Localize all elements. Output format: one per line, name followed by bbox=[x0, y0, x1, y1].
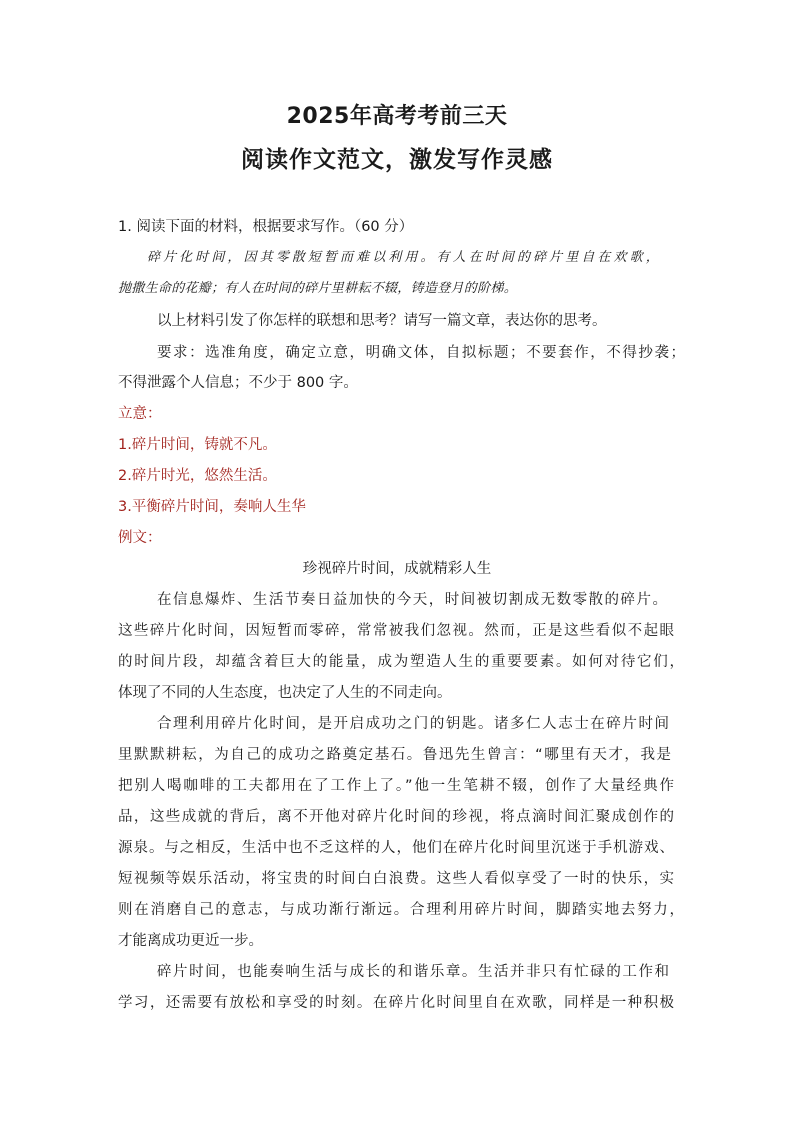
question-requirements: 不得泄露个人信息；不少于 800 字。 bbox=[118, 375, 358, 391]
essay-title: 珍视碎片时间，成就精彩人生 bbox=[302, 561, 492, 577]
document-subtitle: 阅读作文范文，激发写作灵感 bbox=[241, 147, 553, 173]
essay-line: 在信息爆炸、生活节奏日益加快的今天，时间被切割成无数零散的碎片。 bbox=[157, 592, 667, 608]
material-line: 碎片化时间，因其零散短暂而难以利用。有人在时间的碎片里自在欢歌， bbox=[147, 250, 659, 265]
question-prompt: 1. 阅读下面的材料，根据要求写作。（60 分） bbox=[118, 219, 414, 235]
essay-line: 里默默耕耘，为自己的成功之路奠定基石。鲁迅先生曾言：“哪里有天才，我是 bbox=[118, 747, 671, 763]
essay-line: 学习，还需要有放松和享受的时刻。在碎片化时间里自在欢歌，同样是一种积极 bbox=[118, 995, 674, 1011]
essay-line: 这些碎片化时间，因短暂而零碎，常常被我们忽视。然而，正是这些看似不起眼 bbox=[118, 623, 674, 639]
document-title: 2025年高考考前三天 bbox=[286, 104, 508, 129]
essay-line: 源泉。与之相反，生活中也不乏这样的人，他们在碎片化时间里沉迷于手机游戏、 bbox=[118, 840, 674, 856]
essay-line: 体现了不同的人生态度，也决定了人生的不同走向。 bbox=[118, 685, 452, 701]
essay-line: 才能离成功更近一步。 bbox=[118, 933, 263, 949]
idea-item: 1.碎片时间，铸就不凡。 bbox=[118, 437, 277, 453]
ideas-heading: 立意： bbox=[118, 406, 162, 422]
essay-line: 品，这些成就的背后，离不开他对碎片化时间的珍视，将点滴时间汇聚成创作的 bbox=[118, 809, 674, 825]
idea-item: 2.碎片时光，悠然生活。 bbox=[118, 468, 277, 484]
question-instruction: 以上材料引发了你怎样的联想和思考？请写一篇文章，表达你的思考。 bbox=[157, 313, 607, 329]
essay-label: 例文： bbox=[118, 530, 162, 546]
essay-line: 把别人喝咖啡的工夫都用在了工作上了。”他一生笔耕不辍，创作了大量经典作 bbox=[118, 778, 674, 794]
essay-line: 则在消磨自己的意志，与成功渐行渐远。合理利用碎片时间，脚踏实地去努力， bbox=[118, 902, 684, 918]
essay-line: 合理利用碎片化时间，是开启成功之门的钥匙。诸多仁人志士在碎片时间 bbox=[157, 716, 669, 732]
question-requirements: 要求：选准角度，确定立意，明确文体，自拟标题；不要套作，不得抄袭； bbox=[157, 345, 685, 361]
material-line: 抛撒生命的花瓣；有人在时间的碎片里耕耘不辍，铸造登月的阶梯。 bbox=[118, 281, 518, 296]
essay-line: 碎片时间，也能奏响生活与成长的和谐乐章。生活并非只有忙碌的工作和 bbox=[157, 964, 669, 980]
essay-line: 的时间片段，却蕴含着巨大的能量，成为塑造人生的重要要素。如何对待它们， bbox=[118, 654, 684, 670]
idea-item: 3.平衡碎片时间，奏响人生华 bbox=[118, 499, 306, 515]
essay-line: 短视频等娱乐活动，将宝贵的时间白白浪费。这些人看似享受了一时的快乐，实 bbox=[118, 871, 674, 887]
